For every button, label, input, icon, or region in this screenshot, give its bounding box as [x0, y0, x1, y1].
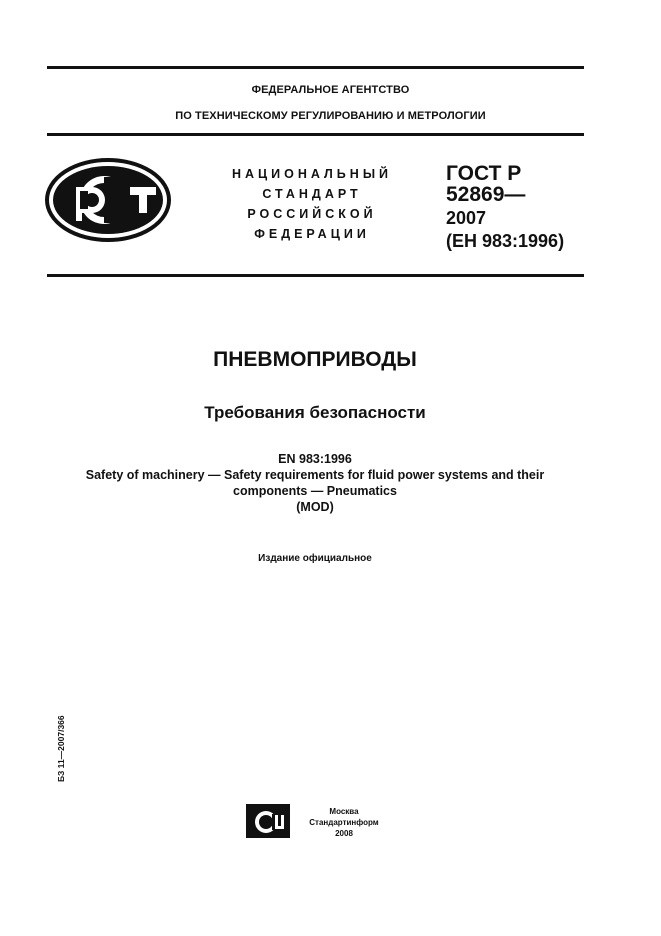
side-code: БЗ 11—2007/366 — [56, 715, 66, 782]
source-code: EN 983:1996 — [278, 452, 352, 466]
agency-line1: ФЕДЕРАЛЬНОЕ АГЕНТСТВО — [251, 84, 410, 96]
source-title-line2: components — Pneumatics — [233, 484, 397, 498]
document-title: ПНЕВМОПРИВОДЫ — [213, 348, 417, 371]
standard-type-line2: СТАНДАРТ — [262, 187, 362, 201]
designation-line3: 2007 — [446, 208, 487, 228]
edition-label: Издание официальное — [258, 553, 372, 564]
document-subtitle: Требования безопасности — [204, 403, 426, 422]
designation-line2: 52869— — [446, 183, 526, 206]
standard-type-line4: ФЕДЕРАЦИИ — [254, 227, 370, 241]
standard-type-line3: РОССИЙСКОЙ — [247, 207, 377, 221]
standard-type-line1: НАЦИОНАЛЬНЫЙ — [231, 167, 393, 181]
agency-line2: ПО ТЕХНИЧЕСКОМУ РЕГУЛИРОВАНИЮ И МЕТРОЛОГИИ — [175, 110, 486, 122]
rst-logo-icon — [44, 157, 172, 243]
top-rule — [47, 66, 584, 69]
source-title-line1: Safety of machinery — Safety requirements for fluid power systems and their — [85, 468, 545, 482]
publisher-year: 2008 — [335, 829, 353, 838]
agency-rule — [47, 133, 584, 136]
source-mod: (MOD) — [296, 500, 334, 514]
publisher-name: Стандартинформ — [309, 818, 379, 827]
designation-line4: (ЕН 983:1996) — [446, 231, 565, 251]
header-bottom-rule — [47, 274, 584, 277]
designation-line1: ГОСТ Р — [446, 162, 522, 185]
publisher-city: Москва — [329, 807, 359, 816]
